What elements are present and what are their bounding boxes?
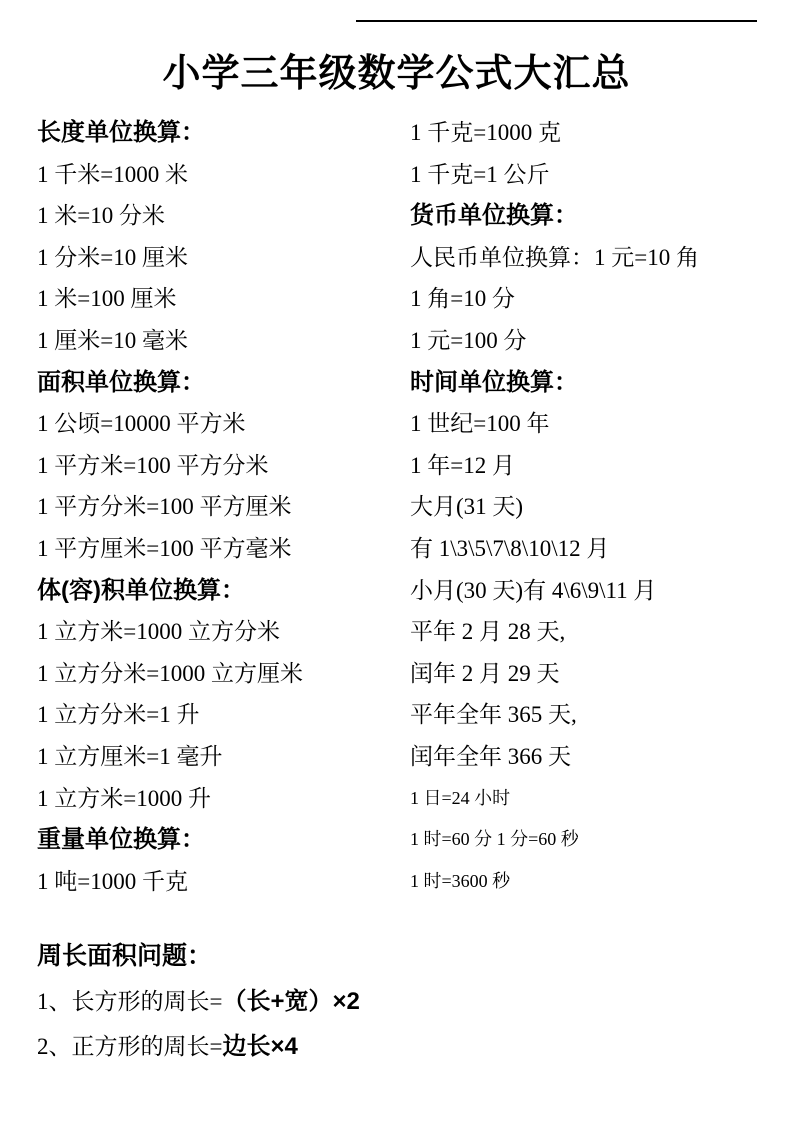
formula-prefix: 2、正方形的周长= — [37, 1034, 223, 1059]
formula-line: 闰年全年 366 天 — [410, 743, 571, 769]
right-column — [410, 112, 699, 902]
formula-line: 人民币单位换算：1 元=10 角 — [410, 244, 699, 270]
formula-line: 1 立方分米=1 升 — [37, 702, 200, 728]
formula-line: 1 世纪=100 年 — [410, 411, 550, 437]
formula-line: 1 立方米=1000 升 — [37, 785, 211, 811]
formula-line: 1 元=100 分 — [410, 327, 527, 353]
perimeter-area-section — [37, 934, 360, 1069]
left-column — [37, 112, 303, 902]
formula-line: 1 立方米=1000 立方分米 — [37, 619, 280, 645]
formula-line: 1 年=12 月 — [410, 452, 515, 478]
section-header-perimeter-area: 周长面积问题： — [37, 942, 213, 970]
formula-line-rectangle-perimeter — [37, 979, 360, 1024]
formula-bold-part: 边长×4 — [222, 1033, 298, 1060]
formula-line: 1 千米=1000 米 — [37, 161, 188, 187]
formula-line: 1 日=24 小时 — [410, 787, 511, 808]
formula-line: 大月(31 天) — [410, 494, 524, 520]
formula-line: 1 时=3600 秒 — [410, 870, 511, 891]
section-header-length-units: 长度单位换算： — [37, 119, 205, 146]
formula-line: 1 平方分米=100 平方厘米 — [37, 494, 292, 520]
formula-line: 1 平方厘米=100 平方毫米 — [37, 535, 292, 561]
section-header-currency-units: 货币单位换算： — [410, 202, 578, 230]
section-header-area-units: 面积单位换算： — [37, 368, 205, 396]
formula-line: 1 平方米=100 平方分米 — [37, 452, 269, 478]
formula-bold-part: （长+宽）×2 — [222, 988, 360, 1015]
formula-line: 平年 2 月 28 天, — [410, 619, 566, 645]
formula-line: 1 厘米=10 毫米 — [37, 327, 188, 353]
formula-line: 1 时=60 分 1 分=60 秒 — [410, 829, 579, 850]
formula-line: 1 立方分米=1000 立方厘米 — [37, 660, 303, 686]
formula-line: 有 1\3\5\7\8\10\12 月 — [410, 535, 610, 561]
formula-line: 1 米=10 分米 — [37, 203, 165, 229]
formula-line: 1 吨=1000 千克 — [37, 868, 188, 894]
formula-line: 1 千克=1 公斤 — [410, 161, 550, 187]
section-header-weight-units: 重量单位换算： — [37, 826, 205, 854]
formula-line: 1 千克=1000 克 — [410, 120, 561, 145]
section-header-volume-units: 体(容)积单位换算： — [37, 576, 245, 604]
section-header-time-units: 时间单位换算： — [410, 368, 578, 396]
formula-line: 闰年 2 月 29 天 — [410, 660, 560, 686]
formula-line: 1 分米=10 厘米 — [37, 244, 188, 270]
formula-line: 小月(30 天)有 4\6\9\11 月 — [410, 577, 657, 603]
formula-line: 1 米=100 厘米 — [37, 286, 177, 312]
formula-line-square-perimeter — [37, 1024, 360, 1069]
formula-line: 1 立方厘米=1 毫升 — [37, 743, 223, 769]
formula-line: 平年全年 365 天, — [410, 702, 577, 728]
formula-line: 1 公顷=10000 平方米 — [37, 411, 246, 437]
page-title: 小学三年级数学公式大汇总 — [162, 53, 631, 95]
header-rule-line — [356, 20, 757, 22]
formula-prefix: 1、长方形的周长= — [37, 989, 223, 1014]
formula-line: 1 角=10 分 — [410, 286, 515, 312]
